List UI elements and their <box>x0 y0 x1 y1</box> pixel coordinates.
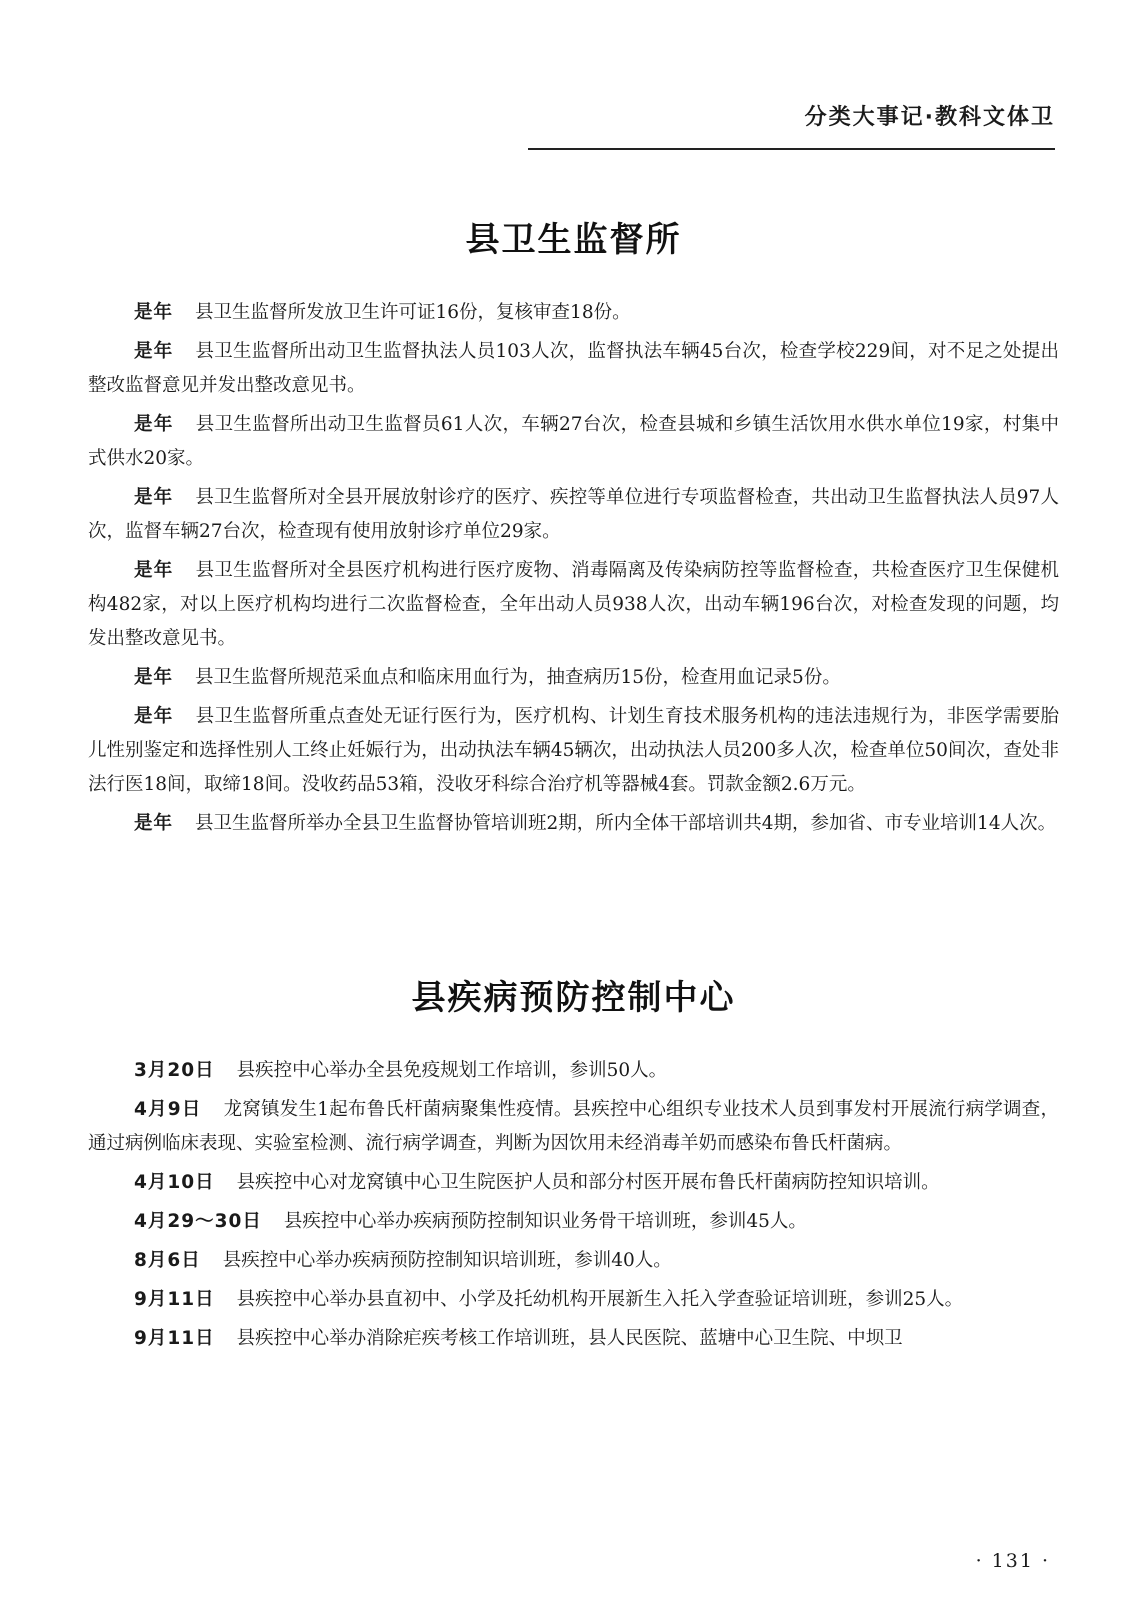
entry <box>88 1283 1059 1317</box>
entry <box>88 1205 1059 1239</box>
entry <box>88 554 1059 656</box>
entry-date: 4月10日 <box>134 1172 215 1193</box>
entry <box>88 807 1059 841</box>
entry-date: 是年 <box>134 560 174 581</box>
entry-date: 是年 <box>134 667 174 688</box>
entry-text: 县疾控中心举办全县免疫规划工作培训，参训50人。 <box>236 1060 668 1081</box>
entry-text: 县疾控中心对龙窝镇中心卫生院医护人员和部分村医开展布鲁氏杆菌病防控知识培训。 <box>236 1172 940 1193</box>
entry-text: 县卫生监督所重点查处无证行医行为，医疗机构、计划生育技术服务机构的违法违规行为，非医学需要胎儿性别鉴定和选择性别人工终止妊娠行为，出动执法车辆45辆次，出动执法人员200多人次，检查单位50间次，查处非法行医18间，取缔18间。没收药品53箱，没收牙科综合治疗机等器械4套。罚款金额2.6万元。 <box>88 706 1059 795</box>
entry-text: 县卫生监督所规范采血点和临床用血行为，抽查病历15份，检查用血记录5份。 <box>195 667 841 688</box>
entry-text: 县卫生监督所发放卫生许可证16份，复核审查18份。 <box>195 302 631 323</box>
entry-text: 龙窝镇发生1起布鲁氏杆菌病聚集性疫情。县疾控中心组织专业技术人员到事发村开展流行病学调查，通过病例临床表现、实验室检测、流行病学调查，判断为因饮用未经消毒羊奶而感染布鲁氏杆菌病。 <box>88 1099 1059 1154</box>
entry-date: 是年 <box>134 302 174 323</box>
running-head: 分类大事记·教科文体卫 <box>804 105 1055 130</box>
entry <box>88 661 1059 695</box>
header-rule <box>528 148 1055 150</box>
entry-text: 县卫生监督所对全县医疗机构进行医疗废物、消毒隔离及传染病防控等监督检查，共检查医疗卫生保健机构482家，对以上医疗机构均进行二次监督检查，全年出动人员938人次，出动车辆196台次，对检查发现的问题，均发出整改意见书。 <box>88 560 1059 649</box>
section-title-health-supervision: 县卫生监督所 <box>465 220 682 260</box>
entry <box>88 1054 1059 1088</box>
entry <box>88 408 1059 476</box>
entry-text: 县疾控中心举办县直初中、小学及托幼机构开展新生入托入学查验证培训班，参训25人。 <box>236 1289 964 1310</box>
entry-date: 9月11日 <box>134 1328 215 1349</box>
section-title-cdc: 县疾病预防控制中心 <box>411 978 736 1018</box>
entry-text: 县疾控中心举办消除疟疾考核工作培训班，县人民医院、蓝塘中心卫生院、中坝卫 <box>236 1328 903 1349</box>
entry <box>88 1166 1059 1200</box>
entry-text: 县卫生监督所出动卫生监督执法人员103人次，监督执法车辆45台次，检查学校229间，对不足之处提出整改监督意见并发出整改意见书。 <box>88 341 1059 396</box>
entry-date: 是年 <box>134 813 174 834</box>
entry-date: 3月20日 <box>134 1060 215 1081</box>
entry-date: 是年 <box>134 414 174 435</box>
entry-date: 8月6日 <box>134 1250 201 1271</box>
entry-date: 9月11日 <box>134 1289 215 1310</box>
page-number: · 131 · <box>975 1550 1050 1572</box>
entry-text: 县卫生监督所对全县开展放射诊疗的医疗、疾控等单位进行专项监督检查，共出动卫生监督执法人员97人次，监督车辆27台次，检查现有使用放射诊疗单位29家。 <box>88 487 1059 542</box>
section-body-cdc <box>88 1054 1059 1361</box>
entry <box>88 1322 1059 1356</box>
entry-date: 4月9日 <box>134 1099 202 1120</box>
entry <box>88 481 1059 549</box>
entry-text: 县卫生监督所出动卫生监督员61人次，车辆27台次，检查县城和乡镇生活饮用水供水单位19家，村集中式供水20家。 <box>88 414 1059 469</box>
entry-date: 是年 <box>134 487 174 508</box>
entry <box>88 1093 1059 1161</box>
entry <box>88 335 1059 403</box>
entry-text: 县卫生监督所举办全县卫生监督协管培训班2期，所内全体干部培训共4期，参加省、市专业培训14人次。 <box>195 813 1057 834</box>
entry-text: 县疾控中心举办疾病预防控制知识业务骨干培训班，参训45人。 <box>283 1211 807 1232</box>
entry-date: 4月29～30日 <box>134 1211 262 1232</box>
entry-date: 是年 <box>134 706 174 727</box>
entry <box>88 700 1059 802</box>
entry <box>88 296 1059 330</box>
section-body-health-supervision <box>88 296 1059 846</box>
entry <box>88 1244 1059 1278</box>
entry-text: 县疾控中心举办疾病预防控制知识培训班，参训40人。 <box>222 1250 672 1271</box>
entry-date: 是年 <box>134 341 174 362</box>
